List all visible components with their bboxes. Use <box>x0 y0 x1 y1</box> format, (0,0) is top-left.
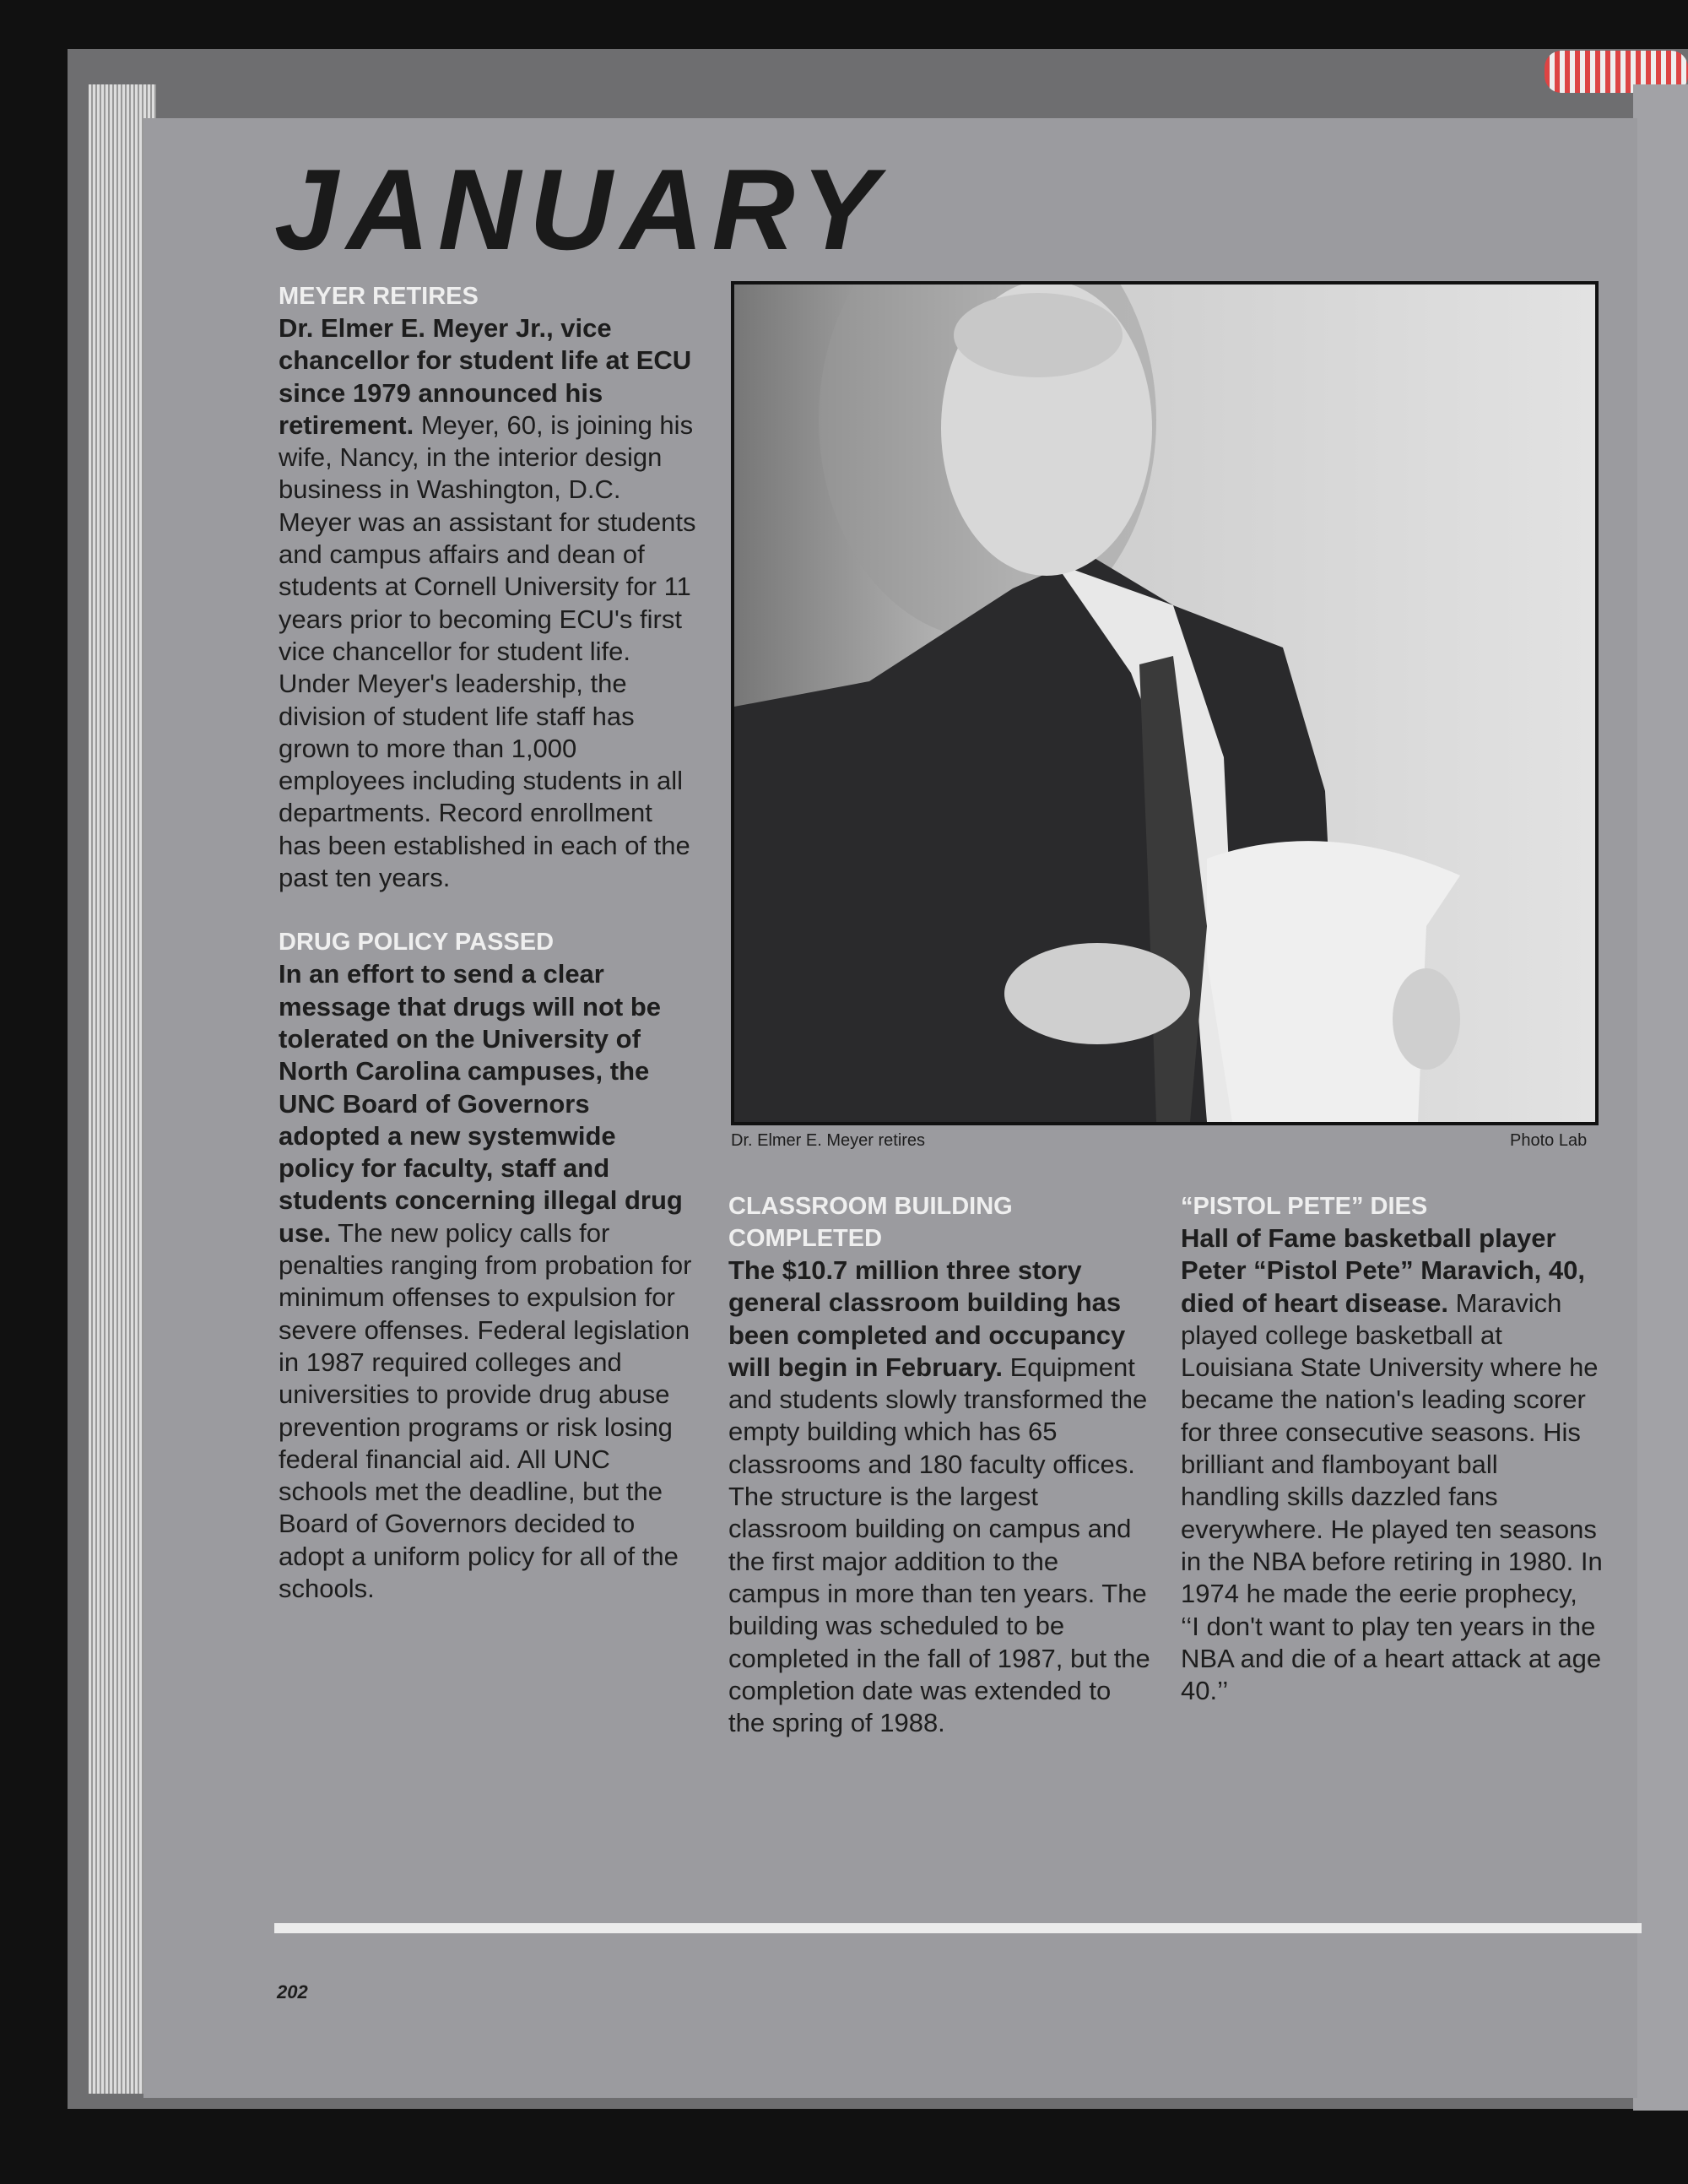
article-body: The new policy calls for penalties ranging from probation for minimum offenses to expulsion for severe offenses. Federal legislation in 1987 required colleges and universities to provide drug abuse prevention programs or risk losing federal financial aid. All UNC schools met the deadline, but the Board of Governors decided to adopt a uniform policy for all of the schools. <box>279 1217 692 1603</box>
article-lead: Hall of Fame basketball player Peter “Pistol Pete” Maravich, 40, died of heart disease. <box>1181 1223 1585 1318</box>
article-drug-policy <box>279 926 696 1605</box>
photo-caption: Dr. Elmer E. Meyer retires <box>731 1131 926 1150</box>
article-lead: Dr. Elmer E. Meyer Jr., vice chancellor for student life at ECU since 1979 announced his retirement. <box>279 313 692 440</box>
article-heading: DRUG POLICY PASSED <box>279 929 555 957</box>
article-body: Meyer, 60, is joining his wife, Nancy, in the interior design business in Washington, D.C. Meyer was an assistant for students and campus affairs and dean of students at Cornell University for 11 years prior to becoming ECU's first vice chancellor for student life. Under Meyer's leadership, the division of student life staff has grown to more than 1,000 employees including students in all departments. Record enrollment has been established in each of the past ten years. <box>279 409 696 893</box>
article-heading: MEYER RETIRES <box>279 283 479 310</box>
article-heading: CLASSROOM BUILDING COMPLETED <box>728 1193 1013 1252</box>
column-left <box>279 280 696 1637</box>
photo-credit: Photo Lab <box>1510 1131 1588 1150</box>
column-middle <box>728 1190 1150 1771</box>
article-lead: The $10.7 million three story general classroom building has been completed and occupancy will begin in February. <box>728 1255 1126 1382</box>
photo-meyer <box>731 281 1599 1125</box>
article-meyer-retires <box>279 280 696 894</box>
facing-page <box>1633 84 1688 2111</box>
page-title: JANUARY <box>274 145 886 274</box>
article-lead: In an effort to send a clear message that drugs will not be tolerated on the University of North Carolina campuses, the UNC Board of Governors adopted a new systemwide policy for faculty, staff and students concerning illegal drug use. <box>279 959 683 1248</box>
article-heading: “PISTOL PETE” DIES <box>1181 1193 1428 1220</box>
article-body: Maravich played college basketball at Louisiana State University where he became the nation's leading scorer for three consecutive seasons. His brilliant and flamboyant ball handling skills dazzled fans everywhere. He played ten seasons in the NBA before retiring in 1980. In 1974 he made the eerie prophecy, ‘‘I don't want to play ten years in the NBA and die of a heart attack at age 40.’’ <box>1181 1287 1603 1706</box>
portrait-photo <box>734 285 1595 1122</box>
footer-rule <box>274 1923 1642 1933</box>
article-body: Equipment and students slowly transformed the empty building which has 65 classrooms and 180 faculty offices. The structure is the largest classroom building on campus and the first major addition to the campus in more than ten years. The building was scheduled to be completed in the fall of 1987, but the completion date was extended to the spring of 1988. <box>728 1352 1150 1738</box>
page-number: 202 <box>277 1981 308 2002</box>
column-right <box>1181 1190 1603 1739</box>
